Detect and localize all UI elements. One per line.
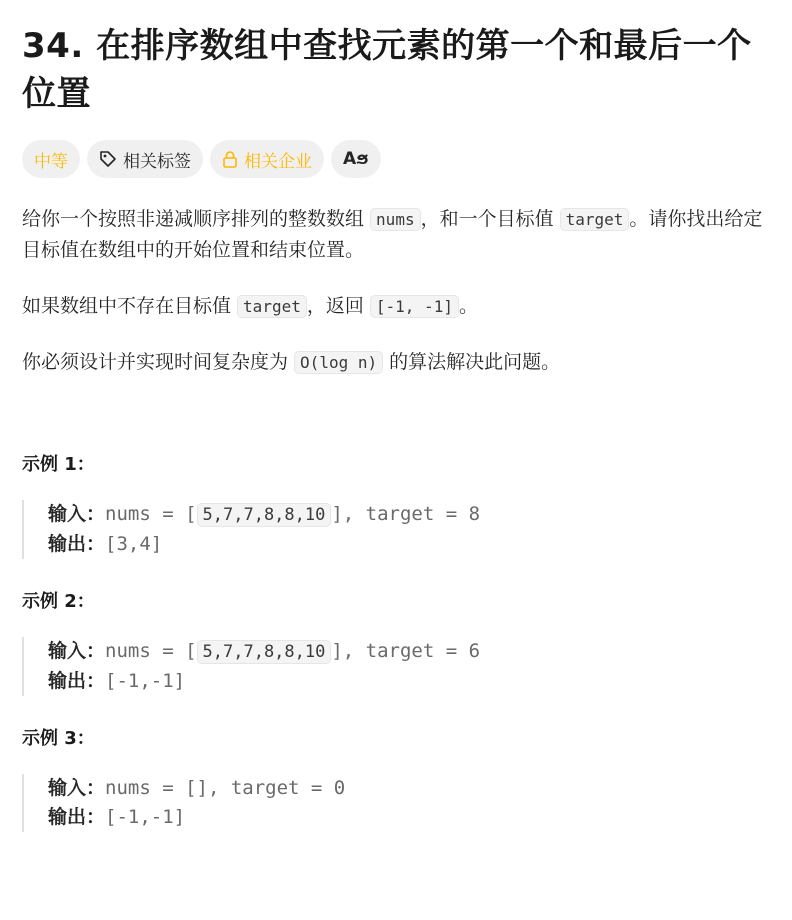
example-title: 示例 3： (22, 728, 95, 749)
example-title: 示例 1： (22, 454, 95, 475)
example-input-text: ], target = 8 (331, 503, 481, 525)
inline-code: [-1, -1] (370, 295, 459, 318)
inline-code: target (237, 295, 307, 318)
related-tags-button[interactable] (87, 140, 203, 178)
example-input-line (48, 500, 772, 530)
difficulty-badge (22, 140, 80, 178)
example-input-text: ], target = 6 (331, 640, 481, 662)
inline-code: nums (370, 208, 421, 231)
output-label: 输出： (48, 806, 106, 828)
description-paragraph (22, 291, 772, 322)
description-text: 。 (458, 295, 478, 317)
example-title: 示例 2： (22, 591, 95, 612)
description-paragraph (22, 347, 772, 378)
example-block (22, 774, 772, 832)
description-text: 如果数组中不存在目标值 (22, 295, 238, 317)
problem-title[interactable]: 34. 在排序数组中查找元素的第一个和最后一个位置 (22, 26, 752, 114)
description-text: ，返回 (306, 295, 370, 317)
inline-code: O(log n) (294, 351, 383, 374)
output-label: 输出： (48, 670, 106, 692)
description-paragraph (22, 204, 772, 266)
related-companies-button[interactable] (210, 140, 324, 178)
example-input-line (48, 637, 772, 667)
description-text: 给你一个按照非递减顺序排列的整数数组 (22, 208, 371, 230)
difficulty-label: 中等 (34, 151, 68, 172)
translate-button[interactable] (331, 140, 381, 178)
example-input-text: nums = [], target = 0 (105, 777, 346, 799)
problem-description (22, 204, 772, 378)
input-label: 输入： (48, 640, 106, 662)
inline-code: 5,7,7,8,8,10 (197, 503, 332, 527)
related-companies-label: 相关企业 (244, 151, 312, 172)
description-text: 的算法解决此问题。 (383, 351, 561, 373)
example-block (22, 500, 772, 559)
inline-code: 5,7,7,8,8,10 (197, 640, 332, 664)
description-text: ，和一个目标值 (420, 208, 560, 230)
tag-bar (22, 140, 772, 178)
example-input-text: nums = [ (105, 640, 197, 662)
inline-code: target (560, 208, 630, 231)
translate-icon: Aϧ (343, 149, 369, 169)
input-label: 输入： (48, 777, 106, 799)
example-output-text: [-1,-1] (105, 806, 186, 828)
input-label: 输入： (48, 503, 106, 525)
related-tags-label: 相关标签 (123, 151, 191, 172)
description-text: 你必须设计并实现时间复杂度为 (22, 351, 295, 373)
tag-icon (99, 150, 117, 168)
description-text: 。请你找出给定目标值在数组中的开始位置和结束位置。 (22, 208, 763, 261)
example-output-text: [-1,-1] (105, 670, 186, 692)
examples-section (22, 450, 772, 832)
example-input-line (48, 774, 772, 803)
example-block (22, 637, 772, 696)
example-input-text: nums = [ (105, 503, 197, 525)
lock-icon (222, 150, 238, 168)
example-output-line (48, 530, 772, 559)
example-output-line (48, 803, 772, 832)
example-output-text: [3,4] (105, 533, 163, 555)
output-label: 输出： (48, 533, 106, 555)
example-output-line (48, 667, 772, 696)
